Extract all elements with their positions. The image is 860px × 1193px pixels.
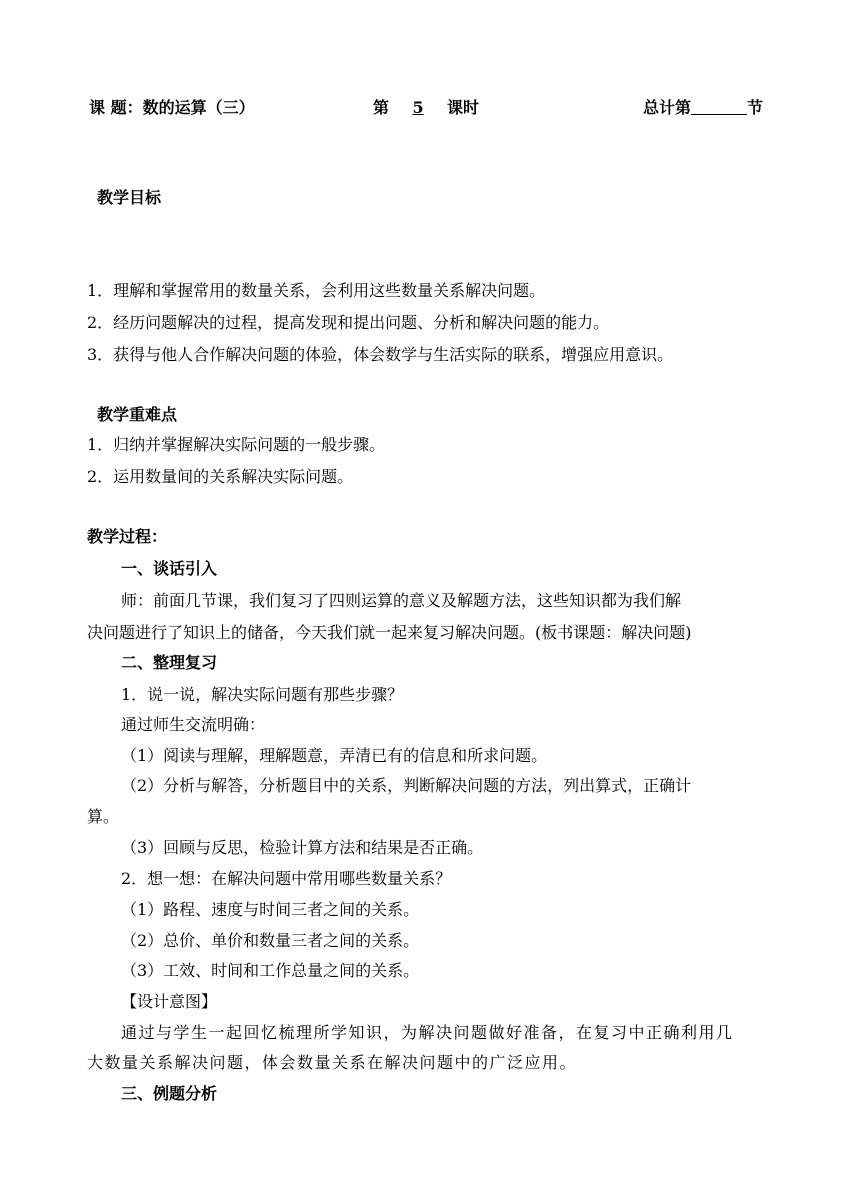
step-3: （3）回顾与反思，检验计算方法和结果是否正确。: [121, 838, 484, 857]
section3-title: 三、例题分析: [121, 1084, 218, 1103]
relation-2: （2）总价、单价和数量三者之间的关系。: [121, 931, 420, 950]
objective-item-2: 2．经历问题解决的过程，提高发现和提出问题、分析和解决问题的能力。: [87, 313, 610, 332]
key-point-item-2: 2．运用数量间的关系解决实际问题。: [87, 467, 354, 486]
section2-title: 二、整理复习: [121, 653, 218, 672]
topic-label: 课 题：: [89, 98, 143, 117]
total-suffix: 节: [747, 98, 764, 117]
section1-para-line2: 决问题进行了知识上的储备，今天我们就一起来复习解决问题。(板书课题：解决问题): [87, 623, 692, 642]
lesson-prefix: 第: [373, 98, 390, 117]
design-text-line1: 通过与学生一起回忆梳理所学知识，为解决问题做好准备，在复习中正确利用几: [121, 1023, 734, 1042]
question-1-intro: 通过师生交流明确：: [121, 715, 266, 734]
step-1: （1）阅读与理解，理解题意，弄清已有的信息和所求问题。: [121, 746, 548, 765]
section1-para-line1: 师：前面几节课，我们复习了四则运算的意义及解题方法，这些知识都为我们解: [121, 591, 682, 610]
design-heading: 【设计意图】: [121, 992, 218, 1011]
step-2-line1: （2）分析与解答，分析题目中的关系，判断解决问题的方法，列出算式，正确计: [121, 776, 692, 795]
total-blank: [691, 98, 747, 115]
relation-3: （3）工效、时间和工作总量之间的关系。: [121, 961, 420, 980]
key-point-item-1: 1．归纳并掌握解决实际问题的一般步骤。: [87, 435, 386, 454]
header-topic: [89, 98, 255, 118]
lesson-suffix: 课时: [447, 98, 480, 117]
objectives-heading: 教学目标: [97, 188, 162, 207]
relation-1: （1）路程、速度与时间三者之间的关系。: [121, 900, 420, 919]
question-1: 1．说一说，解决实际问题有那些步骤？: [121, 685, 404, 704]
design-text-line2: 大数量关系解决问题，体会数量关系在解决问题中的广泛应用。: [87, 1053, 578, 1072]
topic-value: 数的运算（三）: [142, 98, 255, 117]
objective-item-1: 1．理解和掌握常用的数量关系，会利用这些数量关系解决问题。: [87, 281, 546, 300]
question-2: 2．想一想：在解决问题中常用哪些数量关系？: [121, 869, 452, 888]
lesson-number: 5: [412, 98, 424, 117]
header-total: [643, 98, 763, 118]
key-points-heading: 教学重难点: [97, 405, 178, 424]
header-lesson: [373, 98, 479, 118]
objective-item-3: 3．获得与他人合作解决问题的体验，体会数学与生活实际的联系，增强应用意识。: [87, 345, 674, 364]
total-prefix: 总计第: [643, 98, 692, 117]
step-2-line2: 算。: [87, 807, 120, 826]
process-heading: 教学过程：: [87, 527, 168, 546]
section1-title: 一、谈话引入: [121, 559, 218, 578]
